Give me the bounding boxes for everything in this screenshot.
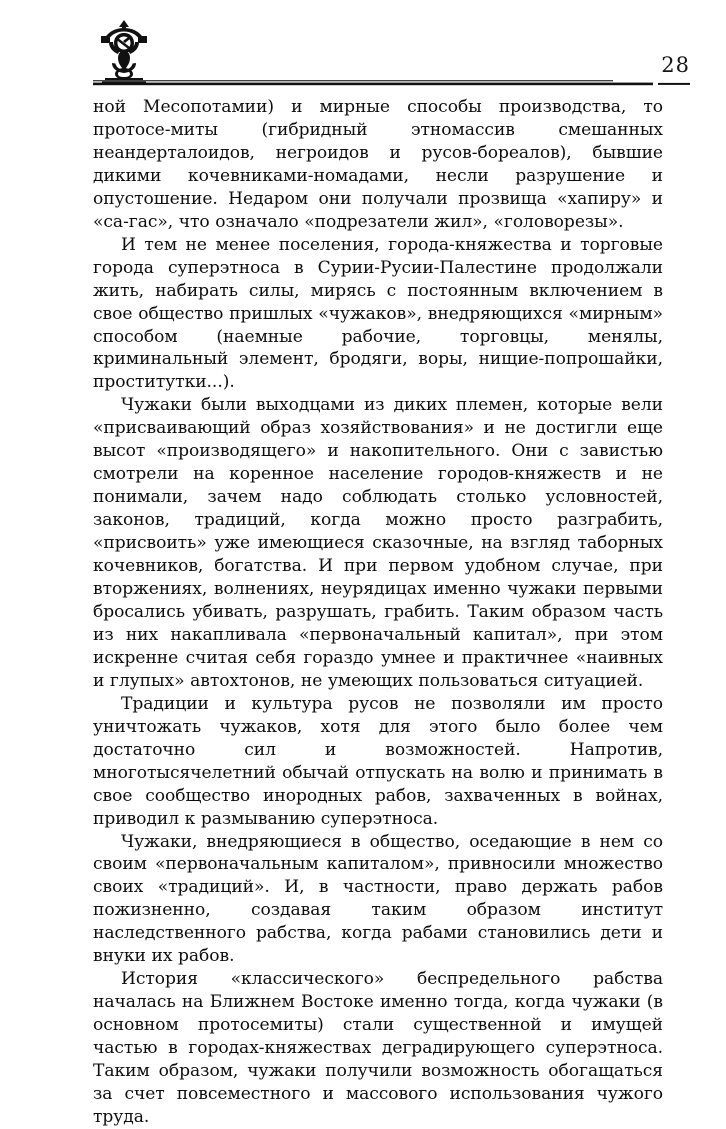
paragraph: ной Месопотамии) и мирные способы производства, то протосе-миты (гибридный этномассив смешанных неандерталоидов, негроидов и русов-бореалов), бывшие дикими кочевниками-номадами, несли разрушение и опустошение. Недаром они получали прозвища «хапиру» и «са-гас», что означало «подрезатели жил», «головорезы». (93, 97, 663, 232)
page-number: 28 (661, 53, 690, 77)
header-divider-rule (93, 80, 690, 87)
paragraph: История «классического» беспредельного рабства началась на Ближнем Востоке именно тогда, когда чужаки (в основном протосемиты) стали существенной и имущей частью в городах-княжествах деградирующего суперэтноса. Таким образом, чужаки получили возможность обогащаться за счет повсеместного и массового использования чужого труда. (93, 969, 663, 1127)
paragraph: Чужаки были выходцами из диких племен, которые вели «присваивающий образ хозяйствования» и не достигли еще высот «производящего» и накопительного. Они с завистью смотрели на коренное население городов-княжеств и не понимали, зачем надо соблюдать столько условностей, законов, традиций, когда можно просто разграбить, «присвоить» уже имеющиеся сказочные, на взгляд таборных кочевников, богатства. И при первом удобном случае, при вторжениях, волнениях, неурядицах именно чужаки первыми бросались убивать, разрушать, грабить. Таким образом часть из них накапливала «первоначальный капитал», при этом искренне считая себя гораздо умнее и практичнее «наивных и глупых» автохтонов, не умеющих пользоваться ситуацией. (93, 395, 663, 691)
paragraph: Традиции и культура русов не позволяли им просто уничтожать чужаков, хотя для этого было более чем достаточно сил и возможностей. Напротив, многотысячелетний обычай отпускать на волю и принимать в свое сообщество инородных рабов, захваченных в войнах, приводил к размыванию суперэтноса. (93, 693, 663, 829)
page-header (0, 0, 726, 96)
decorative-headpiece-vignette-icon (93, 18, 155, 84)
paragraph: Чужаки, внедряющиеся в общество, оседающие в нем со своим «первоначальным капиталом», привносили множество своих «традиций». И, в частности, право держать рабов пожизненно, создавая таким образом институт наследственного рабства, когда рабами становились дети и внуки их рабов. (93, 831, 663, 967)
paragraph: И тем не менее поселения, города-княжества и торговые города суперэтноса в Сурии-Русии-Палестине продолжали жить, набирать силы, мирясь с постоянным включением в свое общество пришлых «чужаков», внедряющихся «мирным» способом (наемные рабочие, торговцы, менялы, криминальный элемент, бродяги, воры, нищие-попрошайки, проститутки...). (93, 234, 663, 393)
body-text-column (93, 96, 663, 1129)
